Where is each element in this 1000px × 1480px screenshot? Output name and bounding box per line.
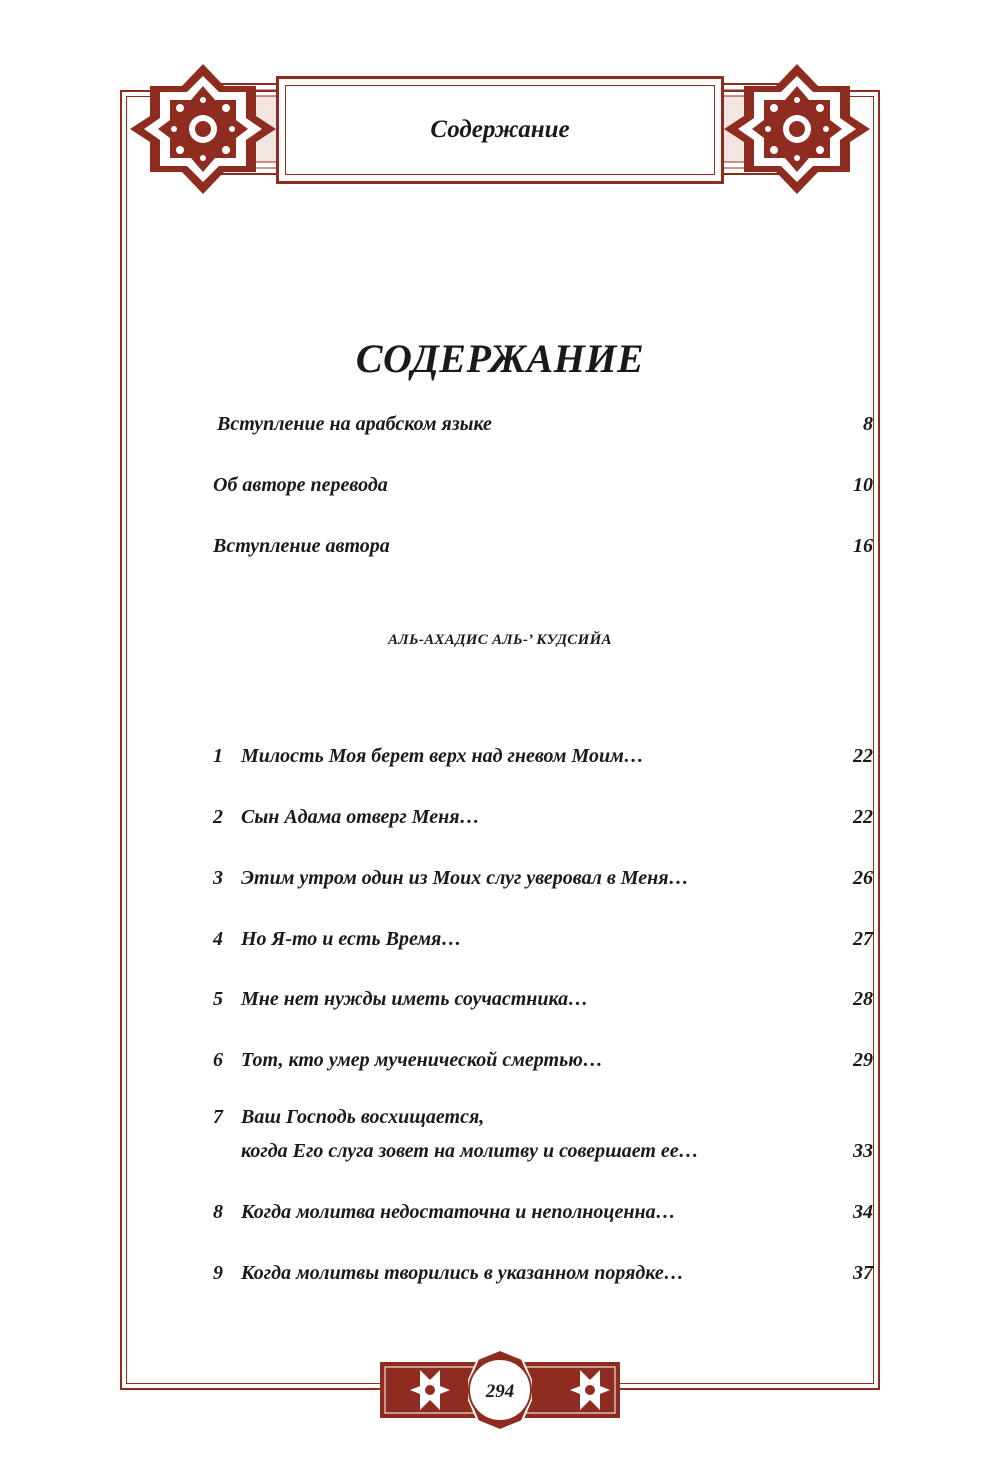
toc-entry-page: 33 [853,1140,873,1162]
toc-entry-text: Тот, кто умер мученической смертью… [241,1049,603,1071]
toc-entry-text: Сын Адама отверг Меня… [241,806,480,828]
toc-entry-number: 6 [213,1049,223,1071]
toc-entry-page: 10 [853,474,873,496]
toc-entry-text: Вступление автора [213,535,390,557]
toc-entry-number: 5 [213,988,223,1010]
section-heading: АЛЬ-АХАДИС АЛЬ-’ КУДСИЙА [388,632,612,648]
page-frame-inner [126,96,874,1384]
toc-entry-text: Когда молитва недостаточна и неполноценна… [241,1201,676,1223]
page-title: СОДЕРЖАНИЕ [355,336,645,381]
toc-entry-page: 8 [863,413,873,435]
toc-entry-number: 2 [213,806,223,828]
right-star-ornament-icon [722,62,872,196]
toc-entry [213,988,873,1020]
toc-entry-number: 9 [213,1262,223,1284]
toc-entry-page: 26 [853,867,873,889]
toc-entry-page: 29 [853,1049,873,1071]
toc-entry-number: 7 [213,1106,223,1128]
toc-entry-text: Мне нет нужды иметь соучастника… [241,988,589,1010]
toc-entry-text: Но Я-то и есть Время… [241,928,462,950]
toc-entry [213,867,873,899]
toc-entry-number: 4 [213,928,223,950]
toc-entry-page: 37 [853,1262,873,1284]
toc-entry [213,1201,873,1233]
toc-entry-number: 1 [213,745,223,767]
toc-entry-page: 34 [853,1201,873,1223]
toc-entry-text: Этим утром один из Моих слуг уверовал в Меня… [241,867,689,889]
toc-entry [213,1106,873,1172]
toc-entry [213,928,873,960]
toc-entry-page: 28 [853,988,873,1010]
toc-entry-text-continued: когда Его слуга зовет на молитву и совершает ее… [241,1140,699,1162]
toc-entry-text: Об авторе перевода [213,474,388,496]
toc-entry [213,1262,873,1294]
toc-entry [213,535,873,567]
toc-entry-text: Ваш Господь восхищается, [241,1106,485,1128]
toc-entry-text: Когда молитвы творились в указанном порядке… [241,1262,684,1284]
toc-entry [213,745,873,777]
toc-entry [213,474,873,506]
toc-entry [213,413,873,445]
toc-entry-page: 16 [853,535,873,557]
toc-entry-number: 3 [213,867,223,889]
toc-entry-text: Вступление на арабском языке [217,413,492,435]
left-star-ornament-icon [128,62,278,196]
page-number: 294 [485,1381,515,1402]
toc-entry-text: Милость Моя берет верх над гневом Моим… [241,745,644,767]
toc-entry-page: 22 [853,745,873,767]
toc-entry [213,806,873,838]
running-header-title: Содержание [430,116,570,143]
toc-entry-page: 27 [853,928,873,950]
toc-entry [213,1049,873,1081]
toc-entry-number: 8 [213,1201,223,1223]
toc-entry-page: 22 [853,806,873,828]
